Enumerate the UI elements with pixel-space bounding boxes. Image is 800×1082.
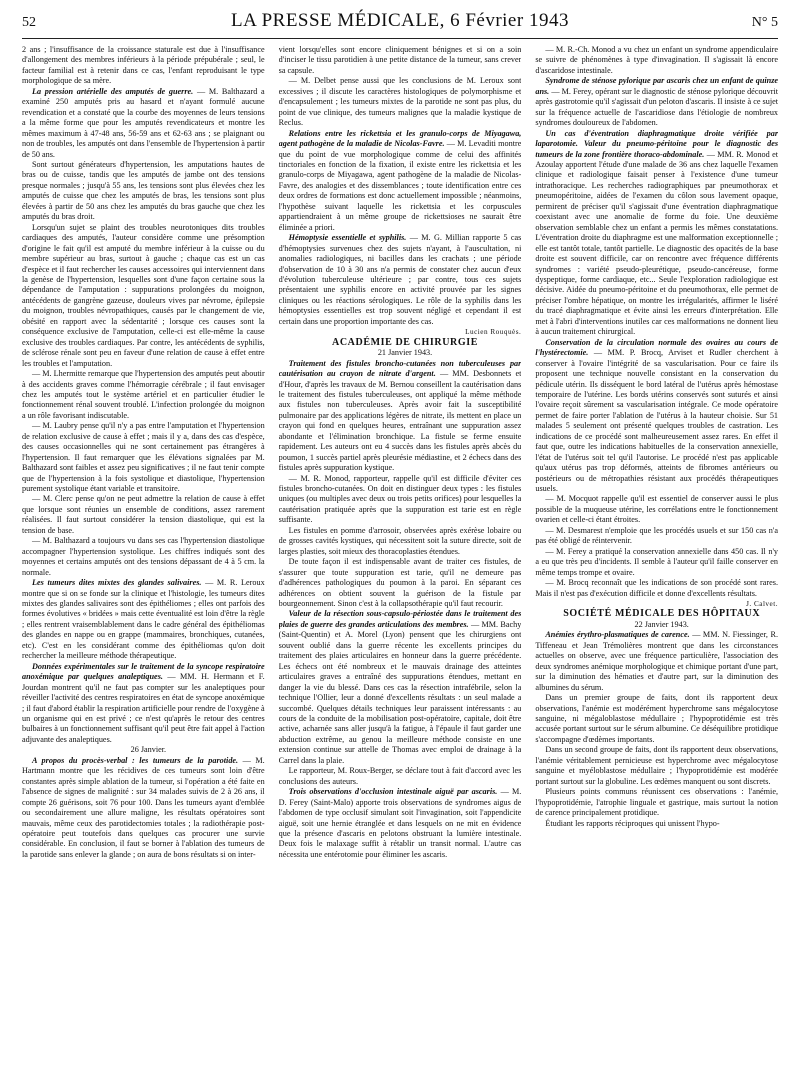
section-paragraph <box>535 338 778 495</box>
paragraph-text: — M. D. Ferey (Saint-Malo) apporte trois observations de syndromes aigus de l'abdomen de type occlusif simulant soit l'invagination, soit l'appendicite aiguë, soit une hernie étranglée et dans lesquels on ne mit en évidence que la présence d'ascaris en pelotons obstruant la lumière intestinale. Deux fois le malaxage suffit à rétablir un transit normal. L'autre cas nécessita une entérotomie pour éliminer les ascaris. <box>278 787 522 859</box>
section-title: Anémies érythro-plasmatiques de carence. <box>545 630 690 640</box>
paragraph: — M. Desmarest n'emploie que les procédés usuels et sur 150 cas n'a pas été obligé de réintervenir. <box>535 525 779 546</box>
paragraph-text: — MM. H. Hermann et F. Jourdan montrent qu'il ne faut pas compter sur les analeptiques pour réveiller l'activité des centres respiratoires en état de syncope anoxémique ; il faut d'abord établir la respiration artificielle pour rendre de l'oxygène à un organisme qui en est privé ; ce n'est qu'après le retour des centres bulbaires à un fonctionnement suffisant qu'il peut être fait appel à l'action adjuvante des analeptiques. <box>22 672 265 744</box>
section-title: Un cas d'éventration diaphragmatique droite vérifiée par laparotomie. Valeur du pneumo-péritoine pour le diagnostic des tumeurs de la zone frontière thoraco-abdominale. <box>535 128 779 159</box>
section-title: Traitement des fistules broncho-cutanées non tuberculeuses par cautérisation au crayon de nitrate d'argent. <box>278 358 522 379</box>
section-title: Données expérimentales sur le traitement de la syncope respiratoire anoxémique par quelques analeptiques. <box>22 661 265 682</box>
paragraph-text: — MM. Bachy (Saint-Quentin) et A. Morel (Lyon) pensent que les chirurgiens ont souvent oublié dans la guerre récente les excellents principes du traitement des plaies articulaires en honneur dans la guerre précédente. Les échecs ont été nombreux et le mauvais drainage des atteintes articulaires graves a entraîné des suppurations étendues, mettant en danger la vie du blessé. Dans ces cas la résection intrafébrile, selon la technique l'Ollier, leur a donné d'excellents résultats : un seul malade a succombé. Quelques détails techniques leur paraissent intéressants : au cours de la conduite de la mobilisation post-opératoire, capitale, doit être active, acharnée sans aller jusqu'à la fatigue, à l'épaule il faut garder une abduction extrême, au genou la meilleure méthode consiste en une extension continue sur attelle de Thomas avec emploi de drainage à la Carrel dans la plaie. <box>278 619 522 765</box>
paragraph-text: — M. Ferey, opérant sur le diagnostic de sténose pylorique découvrit après gastrotomie qu'il s'agissait d'un peloton d'ascaris. Il insiste à ce sujet sur la fréquence actuelle de l'ascaridiose dans l'étiologie de nombreux syndromes douloureux de l'abdomen. <box>535 86 779 128</box>
author-signature: J. Calvet. <box>746 600 779 609</box>
section-paragraph <box>22 578 265 662</box>
section-paragraph <box>279 609 522 766</box>
section-title: Les tumeurs dites mixtes des glandes salivaires. <box>32 578 202 588</box>
section-title: Conservation de la circulation normale des ovaires au cours de l'hystérectomie. <box>535 337 779 358</box>
section-title: La pression artérielle des amputés de guerre. <box>32 86 194 96</box>
paragraph-text: — M. Hartmann montre que les récidives de ces tumeurs sont loin d'être constantes après simple ablation de la tumeur, si l'opération a été faite en l'absence de signes de malignité : sur 34 malades suivis de 2 à 26 ans, il compte 26 guérisons, soit 76 pour 100. Dans les tumeurs ayant d'emblée ou secondairement une allure maligne, les résultats opératoires sont mauvais, même ceux des parotidectomies totales ; la radiothérapie post-opératoire peut toutefois dans quelques cas procurer une survie considérable. En conclusion, il faut se borner à l'ablation des tumeurs de la parotide sans enlever la glande ; on aura de bons résultats si on inter- <box>22 755 265 859</box>
paragraph: — M. Clerc pense qu'on ne peut admettre la relation de cause à effet que lorsque sont réunies un ensemble de conditions, assez rarement réalisées. Il faut surtout considérer la tension diastolique, qui est la tension de base. <box>22 494 265 535</box>
paragraph: Sont surtout générateurs d'hypertension, les amputations hautes de bras ou de cuisse, tandis que les amputés de jambe ont des tensions presque normales ; jusqu'à 55 ans, les tensions sont plus élevées chez les amputés de cuisse que chez les amputés de bras, les tensions sont plus élevées à partir de 50 ans chez les amputés du bras gauche que chez les amputés du bras droit. <box>22 159 265 222</box>
paragraph-text: — MM. P. Brocq, Arviset et Rudler cherchent à conserver à l'ovaire l'intégrité de sa vascularisation. Pour ce faire ils proposent une technique nouvelle consistant en la conservation du pédicule utérin. Ils disséquent le bord latéral de l'utérus après hémostase temporaire de l'utérine. Les bords utérins conservés sont suturés et ainsi l'ovaire reçoit sûrement sa vascularisation intégrale. Ce mode opératoire permet de faire porter l'ablation de l'utérus à la hauteur choisie. Sur 51 malades 5 seulement ont présenté quelques troubles de castration. Les indications de ce procédé sont malheureusement assez rares. En effet il faut que, outre les indications habituelles de la conservation annexielle, l'état de l'utérus soit tel qu'il l'autorise. Le procédé n'est pas applicable qu'aux utérus pas trop déformés, atteints de fibromes antérieurs ou postérieurs ou de métropathies résistant aux procédés thérapeutiques usuels. <box>535 348 779 494</box>
section-paragraph <box>22 87 265 160</box>
paragraph: Dans un second groupe de faits, dont ils rapportent deux observations, l'anémie véritablement pernicieuse est hyperchrome avec mégalocytose sanguine et myéloblastose médullaire ; l'hypoprotidémie est modérée portant surtout sur la globuline. Les œdèmes manquent ou sont discrets. <box>535 745 779 786</box>
paragraph-text: — MM. R. Monod et Azoulay apportent l'étude d'une malade de 36 ans chez laquelle l'examen clinique et radiologique faisait penser à l'existence d'une tumeur intrathoracique. Les recherches radiographiques par pneumothorax et pneumopéritoine, aidées de l'examen du côlon sous lavement opaque, permirent de préciser qu'il s'agissait d'une éventration diaphragmatique coexistant avec une anomalie de forme du foie. Une deuxième observation semblable chez un enfant a permis les mêmes constatations. L'éventration droite du diaphragme est une malformation exceptionnelle ; elle est tantôt totale, tantôt partielle. Le diagnostic des opacités de la base droite est souvent difficile, car on rencontre avec fréquence différents syndromes : variété pseudo-pleurétique, pseudo-cancéreuse, forme dyspeptique, forme cardiaque, etc... Seule l'exploration radiologique est décisive. Aidée du pneumo-péritoine et du pneumothorax, elle permet de préciser l'ombre hépatique, on montre les irrégularités, affirmer le liséré du tracé diaphragmatique et évite ainsi les erreurs d'interprétation. Elle met à l'abri d'interventions inutiles car ces malformations ne donnent lieu à aucun traitement chirurgical. <box>535 149 779 337</box>
section-paragraph <box>535 129 778 338</box>
session-date: 26 Janvier. <box>130 745 167 755</box>
column-1 <box>22 45 265 1075</box>
paragraph: — M. Ferey a pratiqué la conservation annexielle dans 450 cas. Il n'y a eu que très peu d'incidents. Il semble à l'auteur qu'il faille conserver en même temps trompe et ovaire. <box>535 546 779 577</box>
section-paragraph <box>279 233 522 327</box>
author-signature: Lucien Rouquès. <box>465 328 522 337</box>
section-paragraph <box>535 630 778 693</box>
journal-masthead <box>82 10 718 32</box>
section-paragraph <box>22 662 265 746</box>
paragraph-text: — M. Levaditi montre que du point de vue morphologique comme de celui des affinités tinctoriales en fonction de la fixation, il existe entre les rickettsia et les granulo-corps de Miyagawa, agent pathogène de la maladie de Nicolas-Favre, des analogies et des dissemblances ; toute identification entre ces deux ordres de formations est donc actuellement impossible ; néanmoins, l'hypothèse suivant laquelle les rickettsia et les corpuscules appartiendraient à un même groupe de rickettsioses ne saurait être éliminée a priori. <box>278 139 522 232</box>
paragraph: Lorsqu'un sujet se plaint des troubles neurotoniques dits troubles cardiaques des amputés, l'auteur considère comme une présomption d'origine le fait qu'il est amputé du membre inférieur à la cuisse ou du membre supérieur au bras, surtout à gauche ; chaque cas est un cas d'espèce et il faut rechercher les causes accessoires qui interviennent dans la genèse de l'hypertension, lesquelles sont d'une façon certaine sous la dépendance de l'amputation : suppurations prolongées du moignon, antécédents de gangrène gazeuse, douleurs vives par névrome, épilepsie du moignon, troubles névropathiques, causés par le changement de vie, obésité en rapport avec la sédentarité ; lorsque ces causes sont la conséquence exclusive de l'amputation, celle-ci est elle-même la cause exclusive des troubles cardiaques. Par contre, les antécédents de syphilis, de sclérose rénale sont peu en faveur d'une relation de cause à effet entre les troubles et l'amputation. <box>22 222 265 368</box>
section-paragraph <box>535 76 778 128</box>
section-paragraph <box>279 787 522 860</box>
paragraph: — M. Delbet pense aussi que les conclusions de M. Leroux sont excessives ; il discute les caractères histologiques de polymorphisme et d'encapsulement ; les tumeurs mixtes de la parotide ne sont pas plus, du point de vue clinique, des tumeurs malignes que la maladie kystique de Reclus. <box>278 76 522 128</box>
paragraph-text: — MM. Desbonnets et d'Hour, d'après les travaux de M. Bernou conseillent la cautérisation dans le traitement des fistules tuberculeuses, ont appliqué la même méthode aux fistules non tuberculeuses. Après avoir fait la susceptibilité pulmonaire par des applications légères de nitrate, ils mettent en place un crayon qui fond en quelques heures, entraînant une suppuration assez abondante et l'élimination bronchique. La fistule se ferme ensuite rapidement. Les auteurs ont eu 4 succès dans les fistules après abcès du poumon, 1 succès partiel après pleurésie médiastine, et 2 échecs dans des fistules après suppuration kystique. <box>278 369 522 473</box>
paragraph: vient lorsqu'elles sont encore cliniquement bénignes et si on a soin d'inciser le tissu parotidien à une petite distance de la tumeur, sans crever sa capsule. <box>278 45 522 75</box>
column-2 <box>279 45 522 1075</box>
journal-title: LA PRESSE MÉDICALE, <box>231 10 445 31</box>
paragraph: Dans un premier groupe de faits, dont ils rapportent deux observations, l'anémie est modérément hyperchrome sans mégalocytose sanguine, ni mégaloblastose médullaire ; l'hypoprotidémie est très accusée portant surtout sur le sérum albumine. Ce déséquilibre protidique s'accompagne d'œdèmes importants. <box>535 693 779 744</box>
page-header <box>22 10 778 36</box>
society-heading: ACADÉMIE DE CHIRURGIE <box>332 336 478 348</box>
column-3 <box>535 45 778 1075</box>
section-title: Syndrome de sténose pylorique par ascaris chez un enfant de quinze ans. <box>535 76 779 96</box>
issue-number: N° 5 <box>751 15 778 30</box>
paragraph: — M. Lhermitte remarque que l'hypertension des amputés peut aboutir à des accidents graves comme l'hémorragie cérébrale ; il faut envisager chez les amputés tout le système artériel et en particulier étudier le fonctionnement rénal souvent troublé. L'infection prolongée du moignon a un rôle favorisant indiscutable. <box>22 369 265 420</box>
paragraph: De toute façon il est indispensable avant de traiter ces fistules, de s'assurer que toute suppuration est tarie, qu'il ne demeure pas d'adhérences pathologiques du poumon à la paroi. En séparant ces adhérences on obtient souvent la guérison de la fistule par bourgeonnement. Sinon c'est à la collapsothérapie qu'il faut recourir. <box>278 557 522 609</box>
paragraph-text: — MM. N. Fiessinger, R. Tiffeneau et Jean Trémolières montrent que dans les circonstances actuelles on observe, avec une fréquence particulière, l'association des deux syndromes anémique morphologique et chimique portant d'une part, sur la diminution des hématies et d'autre part, sur la diminution des albumines du sérum. <box>535 630 779 692</box>
section-title: A propos du procès-verbal : les tumeurs de la parotide. <box>32 755 239 765</box>
paragraph: — M. Mocquot rappelle qu'il est essentiel de conserver aussi le plus possible de la muqueuse utérine, les corrélations entre le fonctionnement ovarien et celle-ci étant étroites. <box>535 494 779 525</box>
section-title: Valeur de la résection sous-capsulo-périostée dans le traitement des plaies de guerre des grandes articulations des membres. <box>278 609 522 629</box>
paragraph: — M. R.-Ch. Monod a vu chez un enfant un syndrome appendiculaire se suivre de phénomènes à type d'invagination. Il s'agissait là encore d'ascaridose intestinale. <box>535 45 779 75</box>
section-title: Trois observations d'occlusion intestinale aiguë par ascaris. <box>288 787 498 797</box>
paragraph: Les fistules en pomme d'arrosoir, observées après exérèse lobaire ou de grosses cavités kystiques, qui nécessitent soit la suture directe, soit de larges plasties, soit mieux des thoracoplasties étendues. <box>278 525 522 556</box>
section-paragraph <box>279 129 522 234</box>
paragraph-text: — M. R. Leroux montre que si on se fonde sur la clinique et l'histologie, les tumeurs dites mixtes des glandes salivaires sont des épithéliomes ; elles ont parfois des formes évolutives « bridées » mais cette éventualité est loin d'être la règle ; elles rentrent vraisemblablement dans le cadre général des épithéliomas des glandes en nappe ou en grappe (mammaires, bronchiques, cutanées, etc). C'est en les considérant comme des épithéliomas qu'on doit rechercher la meilleure méthode thérapeutique. <box>22 578 265 661</box>
page-number: 52 <box>22 15 36 30</box>
paragraph: Étudiant les rapports réciproques qui unissent l'hypo- <box>545 818 720 828</box>
paragraph: — M. Balthazard a toujours vu dans ses cas l'hypertension diastolique accompagner l'hypertension systolique. Les chiffres indiqués sont des moyennes et certains amputés ont des tensions dépassant de 4 à 5 cm. la normale. <box>22 536 265 577</box>
header-rule <box>22 38 778 39</box>
paragraph-text: — M. Balthazard a examiné 250 amputés pris au hasard et n'ayant formulé aucune revendication et a constaté que la courbe des moyennes de leurs tensions a la même forme que pour les amputés revendicateurs et montre les mêmes maximum à 47-48 ans, 56-59 ans et 62-63 ans ; se plaignant ou non de troubles, les amputés ont dans l'ensemble de l'hypertension à partir de 50 ans. <box>22 86 265 159</box>
section-paragraph <box>279 359 522 474</box>
paragraph: Le rapporteur, M. Roux-Berger, se déclare tout à fait d'accord avec les conclusions des auteurs. <box>278 766 522 786</box>
society-heading: SOCIÉTÉ MÉDICALE DES HÔPITAUX <box>563 608 761 620</box>
session-date: 22 Janvier 1943. <box>634 619 689 629</box>
paragraph: 2 ans ; l'insuffisance de la croissance staturale est due à l'insuffisance d'allongement des membres inférieurs à la période prépubérale ; seul, le facteur familial est à retenir dans ce cas, l'enfant reproduisant le type morphologique de sa mère. <box>22 45 265 86</box>
paragraph: Plusieurs points communs réunissent ces observations : l'anémie, l'hypoprotidémie, l'atrophie linguale et gastrique, mais surtout la notion de carence principalement protidique. <box>535 787 779 818</box>
issue-date: 6 Février 1943 <box>450 10 569 31</box>
paragraph: — M. Laubry pense qu'il n'y a pas entre l'amputation et l'hypertension de relation exclusive de cause à effet ; mais il y a, dans des cas d'espèce, des causes occasionnelles qui ne sont certainement pas étrangères à l'hypertension. Il faut remarquer que les élévations signalées par M. Balthazard sont faibles et assez peu significatives ; il ne faut tenir compte que de l'hypertension à la fois systolique et diastolique, l'hypertension purement systolique étant variable et transitoire. <box>22 421 265 494</box>
paragraph-text: — M. G. Millian rapporte 5 cas d'hémoptysies survenues chez des sujets n'ayant, à l'auscultation, ni anomalies radiologiques, ni bacilles dans les crachats ; une période d'observation de 10 à 30 ans n'a permis de constater chez aucun d'eux d'évolution tuberculeuse ultérieure ; par contre, tous ces sujets présentaient une syphilis encore en activité prouvée par les signes cliniques ou les réactions sérologiques. Le rôle de la syphilis dans les hémoptysies essentielles est trop souvent négligé et cependant il est certain dans une proportion importante des cas. <box>278 233 522 326</box>
section-title: Relations entre les rickettsia et les granulo-corps de Miyagawa, agent pathogène de la maladie de Nicolas-Favre. <box>278 128 522 149</box>
paragraph: — M. R. Monod, rapporteur, rappelle qu'il est difficile d'éviter ces fistules broncho-cutanées. On doit en distinguer deux types : les fistules uniques (ou multiples avec deux ou trois petits orifices) pour lesquelles la cautérisation pratiquée après que la suppuration est tarie est en règle suffisante. <box>278 473 522 525</box>
session-date: 21 Janvier 1943. <box>377 348 433 358</box>
paragraph: — M. Brocq reconnaît que les indications de son procédé sont rares. Mais il n'est pas d'exécution difficile et donne d'excellents résultats. <box>535 578 779 598</box>
section-title: Hémoptysie essentielle et syphilis. <box>288 233 407 243</box>
section-paragraph <box>22 756 265 861</box>
article-columns <box>22 45 778 1075</box>
